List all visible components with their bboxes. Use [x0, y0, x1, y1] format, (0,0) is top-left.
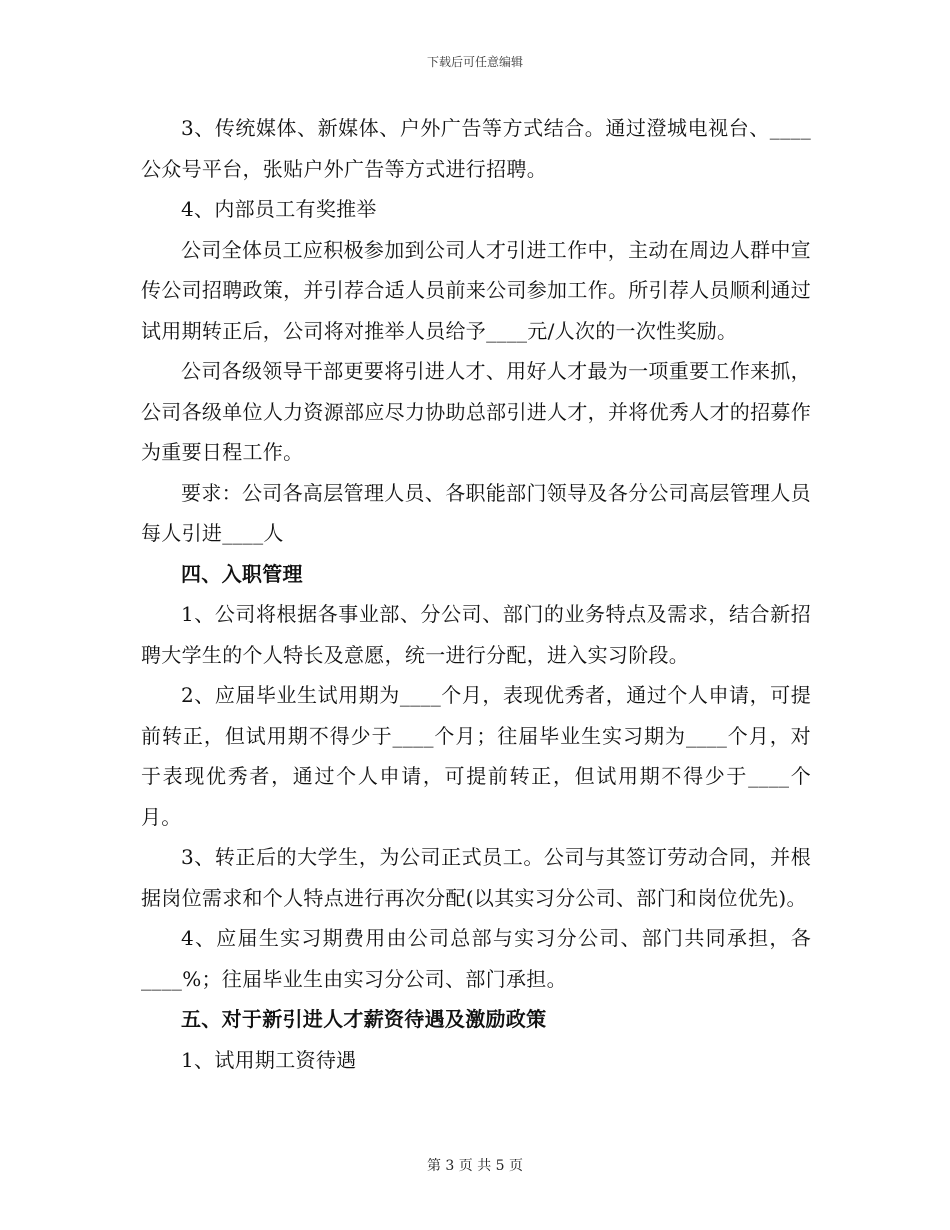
paragraph-probation-salary: 1、试用期工资待遇	[181, 1047, 357, 1072]
paragraph-probation: 2、应届毕业生试用期为____个月，表现优秀者，通过个人申请，可提前转正，但试用期不得少于____个月；往届毕业生实习期为____个月，对于表现优秀者，通过个人申请，可提前转正，但试用期不得少于____个月。	[141, 683, 811, 829]
paragraph-referral-title: 4、内部员工有奖推举	[181, 197, 377, 221]
paragraph-media-recruitment: 3、传统媒体、新媒体、户外广告等方式结合。通过澄城电视台、____公众号平台，张贴户外广告等方式进行招聘。	[141, 116, 811, 181]
paragraph-formal-employee: 3、转正后的大学生，为公司正式员工。公司与其签订劳动合同，并根据岗位需求和个人特点进行再次分配(以其实习分公司、部门和岗位优先)。	[141, 845, 811, 910]
paragraph-leadership-duty: 公司各级领导干部更要将引进人才、用好人才最为一项重要工作来抓，公司各级单位人力资源部应尽力协助总部引进人才，并将优秀人才的招募作为重要日程工作。	[141, 359, 811, 464]
section-heading-compensation: 五、对于新引进人才薪资待遇及激励政策	[181, 1007, 547, 1031]
document-body	[141, 108, 811, 1080]
paragraph-assignment: 1、公司将根据各事业部、分公司、部门的业务特点及需求，结合新招聘大学生的个人特长及意愿，统一进行分配，进入实习阶段。	[141, 602, 811, 667]
page-footer: 第 3 页 共 5 页	[426, 1158, 524, 1174]
paragraph-internship-cost: 4、应届生实习期费用由公司总部与实习分公司、部门共同承担，各____%；往届毕业生由实习分公司、部门承担。	[141, 926, 811, 991]
paragraph-requirement: 要求：公司各高层管理人员、各职能部门领导及各分公司高层管理人员每人引进____人	[141, 480, 811, 545]
paragraph-referral-reward: 公司全体员工应积极参加到公司人才引进工作中，主动在周边人群中宣传公司招聘政策，并引荐合适人员前来公司参加工作。所引荐人员顺利通过试用期转正后，公司将对推举人员给予____元/人次的一次性奖励。	[141, 237, 811, 343]
section-heading-onboarding: 四、入职管理	[181, 561, 303, 586]
page-header: 下载后可任意编辑	[426, 55, 523, 69]
